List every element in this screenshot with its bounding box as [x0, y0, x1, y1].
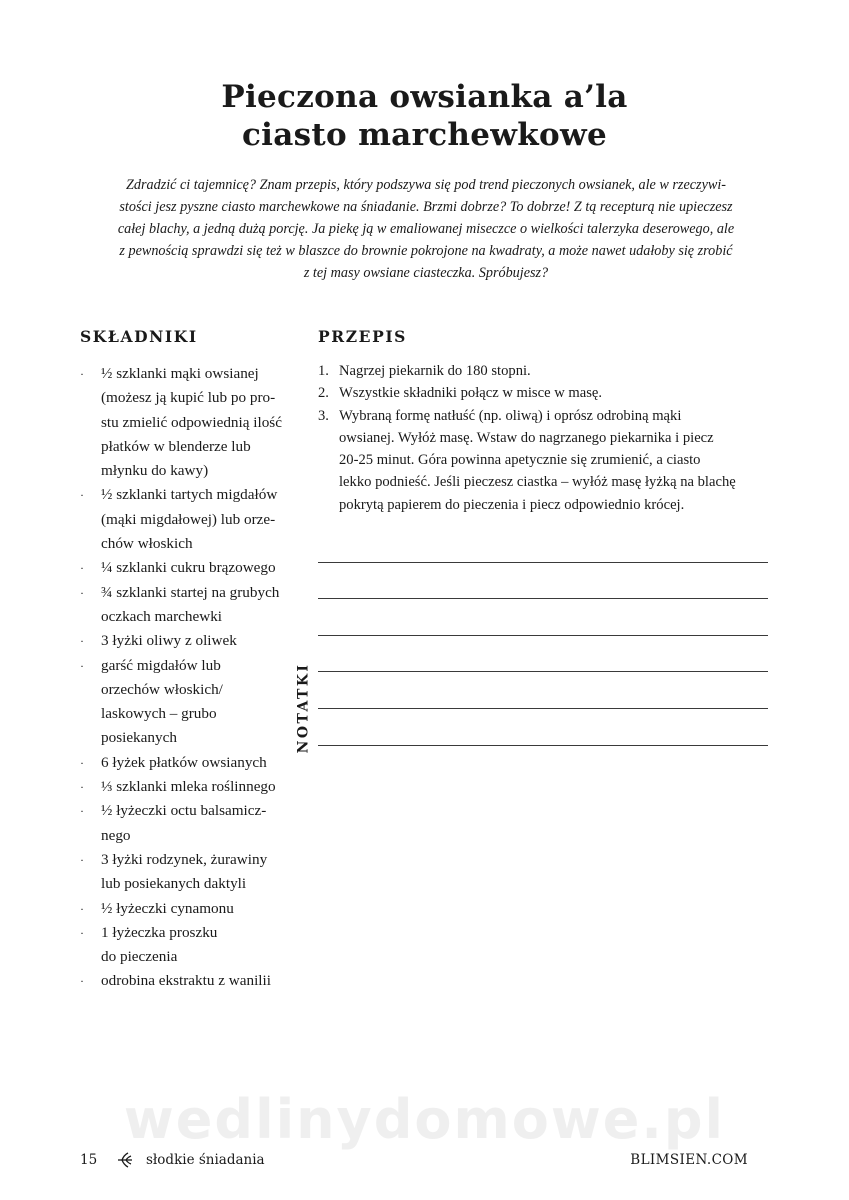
ingredients-list — [80, 362, 300, 994]
bullet-icon: · — [80, 658, 84, 673]
note-line[interactable] — [318, 562, 768, 563]
step-number: 3. — [318, 407, 329, 424]
ingredient-line: ½ szklanki mąki owsianej — [101, 365, 259, 382]
ingredient-item — [80, 629, 300, 653]
bullet-icon: · — [80, 804, 84, 819]
note-line[interactable] — [318, 635, 768, 636]
ingredient-line: ¾ szklanki startej na grubych — [101, 583, 280, 601]
step-number: 2. — [318, 385, 329, 402]
intro-line: stości jesz pyszne ciasto marchewkowe na śniadanie. Brzmi dobrze? To dobrze! Z tą recepturą nie upieczesz — [119, 198, 733, 215]
ingredient-item — [80, 362, 300, 483]
step-line: Wybraną formę natłuść (np. oliwą) i oprósz odrobiną mąki — [339, 407, 682, 424]
recipe-step — [318, 382, 778, 404]
ingredient-line: 1 łyżeczka proszku — [101, 923, 218, 941]
ingredient-item — [80, 483, 300, 556]
section-name: słodkie śniadania — [146, 1152, 265, 1168]
bullet-icon: · — [80, 367, 84, 381]
ingredient-line: ½ łyżeczki cynamonu — [101, 899, 234, 917]
site-link[interactable]: BLIMSIEN.COM — [630, 1152, 748, 1168]
recipe-step — [318, 360, 778, 382]
ingredient-item — [80, 556, 300, 580]
bullet-icon: · — [80, 780, 84, 795]
intro-line: całej blachy, a jedną dużą porcję. Ja piekę ją w emaliowanej miseczce o wielkości talerzyka deserowego, ale — [117, 220, 735, 237]
intro-line: Zdradzić ci tajemnicę? Znam przepis, który podszywa się pod trend pieczonych owsianek, ale w rzeczywi- — [126, 177, 726, 193]
notes-label-text: NOTATKI — [295, 662, 311, 754]
intro-line: z tej masy owsiane ciasteczka. Spróbujesz? — [303, 264, 549, 281]
intro-paragraph — [92, 175, 760, 285]
ingredient-line: (możesz ją kupić lub po pro- — [101, 389, 276, 407]
step-line: Nagrzej piekarnik do 180 stopni. — [339, 363, 531, 379]
ingredient-item — [80, 897, 300, 921]
ingredient-item — [80, 751, 300, 775]
page-number: 15 — [80, 1152, 98, 1168]
step-line: 20-25 minut. Góra powinna apetycznie się zrumienić, a ciasto — [339, 452, 701, 469]
bullet-icon: · — [80, 488, 84, 503]
ingredient-line: ⅓ szklanki mleka roślinnego — [101, 778, 276, 796]
ingredient-line: orzechów włoskich/ — [101, 680, 223, 698]
ingredient-line: oczkach marchewki — [101, 607, 223, 625]
ingredient-item — [80, 581, 300, 630]
ingredient-line: 3 łyżki oliwy z oliwek — [101, 632, 237, 650]
recipe-title-line: Pieczona owsianka a’la — [221, 79, 628, 115]
intro-line: z pewnością sprawdzi się też w blaszce do brownie pokrojone na kwadraty, a może nawet udałoby się zrobić — [119, 242, 733, 259]
ingredient-line: 3 łyżki rodzynek, żurawiny — [101, 850, 268, 868]
ingredient-line: odrobina ekstraktu z wanilii — [101, 972, 271, 990]
ingredient-line: młynku do kawy) — [101, 462, 209, 480]
note-line[interactable] — [318, 671, 768, 672]
recipe-title — [0, 78, 849, 154]
ingredient-line: stu zmielić odpowiednią ilość — [101, 413, 282, 431]
ingredient-line: do pieczenia — [101, 948, 178, 966]
step-line: Wszystkie składniki połącz w misce w masę. — [339, 385, 603, 402]
bullet-icon: · — [80, 561, 84, 576]
bullet-icon: · — [80, 852, 84, 867]
ingredient-item — [80, 848, 300, 897]
bullet-icon: · — [80, 974, 84, 989]
note-line[interactable] — [318, 598, 768, 599]
ingredient-line: garść migdałów lub — [101, 656, 221, 674]
ingredient-line: chów włoskich — [101, 535, 193, 553]
ingredient-line: posiekanych — [101, 729, 177, 747]
ingredient-line: ½ łyżeczki octu balsamicz- — [101, 802, 267, 820]
bullet-icon: · — [80, 925, 84, 940]
ingredient-line: 6 łyżek płatków owsianych — [101, 753, 267, 771]
recipe-step — [318, 405, 778, 516]
ingredient-line: (mąki migdałowej) lub orze- — [101, 510, 276, 528]
recipe-title-line: ciasto marchewkowe — [242, 117, 607, 153]
watermark: wedlinydomowe.pl — [123, 1088, 726, 1151]
ingredient-line: ¼ szklanki cukru brązowego — [101, 559, 276, 577]
ingredient-line: ½ szklanki tartych migdałów — [101, 486, 278, 504]
step-line: owsianej. Wyłóż masę. Wstaw do nagrzanego piekarnika i piecz — [339, 429, 714, 446]
ingredient-item — [80, 654, 300, 751]
ingredient-line: lub posiekanych daktyli — [101, 875, 247, 893]
note-line[interactable] — [318, 745, 768, 746]
ingredient-line: nego — [101, 826, 131, 844]
step-line: lekko podnieść. Jeśli pieczesz ciastka – wyłóż masę łyżką na blachę — [339, 474, 736, 491]
bullet-icon: · — [80, 585, 84, 600]
ingredient-item — [80, 799, 300, 848]
notes-label — [290, 663, 316, 753]
ingredient-item — [80, 775, 300, 799]
bullet-icon: · — [80, 901, 84, 916]
recipe-steps — [318, 360, 778, 516]
ingredient-line: laskowych – grubo — [101, 705, 217, 723]
note-line[interactable] — [318, 708, 768, 709]
sprig-icon — [116, 1150, 134, 1170]
ingredient-item — [80, 921, 300, 970]
bullet-icon: · — [80, 634, 84, 649]
step-number: 1. — [318, 363, 329, 379]
recipe-heading: PRZEPIS — [318, 327, 407, 346]
ingredients-heading: SKŁADNIKI — [80, 327, 198, 346]
step-line: pokrytą papierem do pieczenia i piecz odpowiednio krócej. — [339, 496, 685, 513]
bullet-icon: · — [80, 755, 84, 770]
ingredient-line: płatków w blenderze lub — [101, 437, 251, 455]
ingredient-item — [80, 969, 300, 993]
